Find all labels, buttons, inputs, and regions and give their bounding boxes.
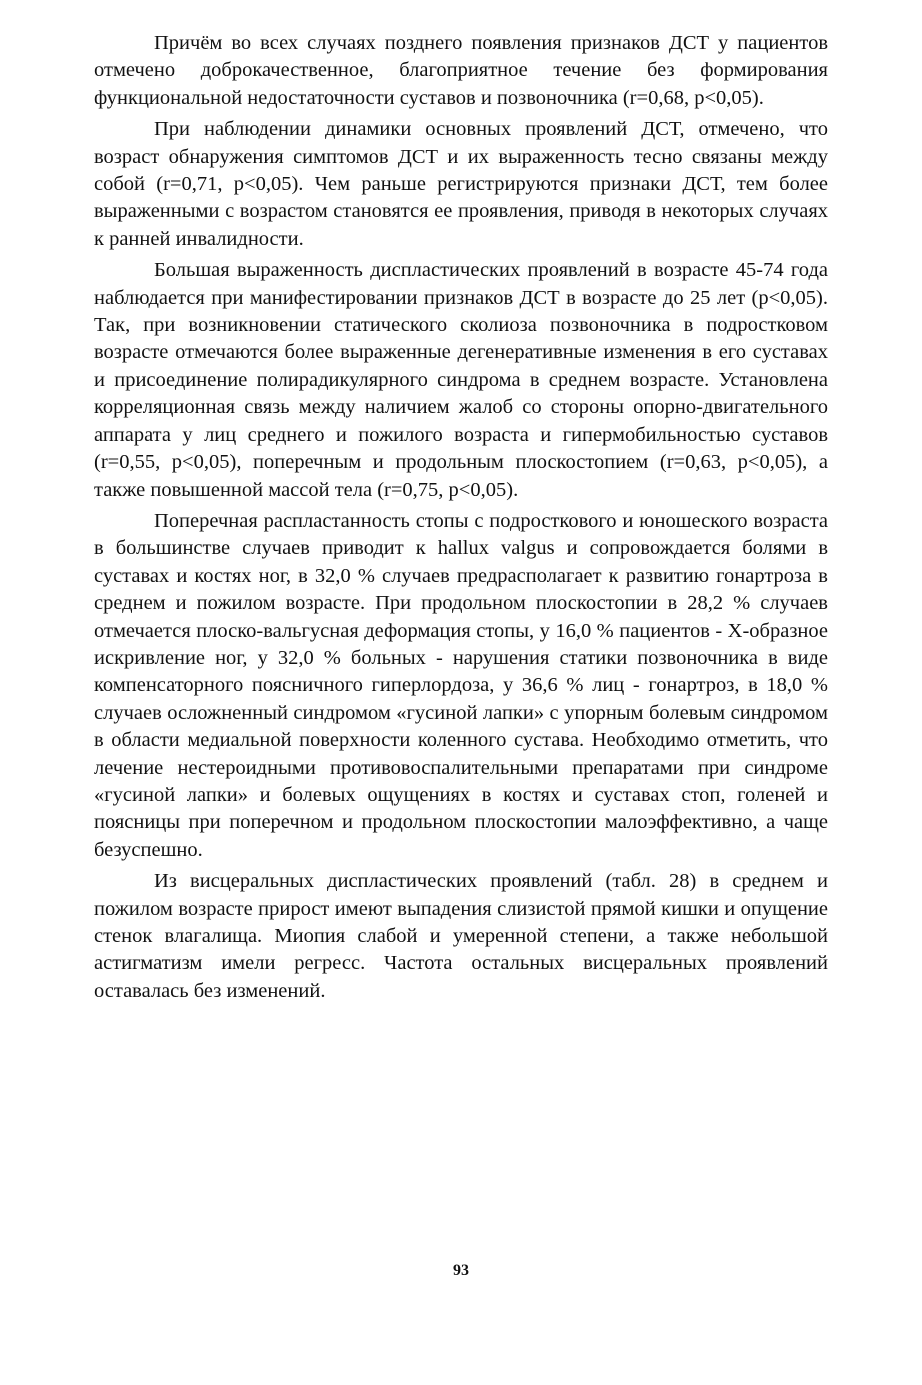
page-body [94,30,828,1009]
paragraph-flatfoot: Поперечная распластанность стопы с подросткового и юношеского возраста в большинстве случаев приводит к hallux valgus и сопровождается болями в суставах и костях ног, в 32,0 % случаев предрасполагает к развитию гонартроза в среднем и пожилом возрасте. При продольном плоскостопии в 28,2 % случаев отмечается плоско-вальгусная деформация стопы, у 16,0 % пациентов - Х-образное искривление ног, у 32,0 % больных - нарушения статики позвоночника в виде компенсаторного поясничного гиперлордоза, у 36,6 % лиц - гонартроз, в 18,0 % случаев осложненный синдромом «гусиной лапки» с упорным болевым синдромом в области медиальной поверхности коленного сустава. Необходимо отметить, что лечение нестероидными противовоспалительными препаратами при синдроме «гусиной лапки» и болевых ощущениях в костях и суставах стоп, голеней и поясницы при поперечном и продольном плоскостопии малоэффективно, а чаще безуспешно. [94,509,828,861]
paragraph-late-onset: Причём во всех случаях позднего появления признаков ДСТ у пациентов отмечено доброкачественное, благоприятное течение без формирования функциональной недостаточности суставов и позвоночника (r=0,68, p<0,05). [94,32,828,109]
paragraph-visceral: Из висцеральных диспластических проявлений (табл. 28) в среднем и пожилом возрасте прирост имеют выпадения слизистой прямой кишки и опущение стенок влагалища. Миопия слабой и умеренной степени, а также небольшой астигматизм имели регресс. Частота остальных висцеральных проявлений оставалась без изменений. [94,870,828,1002]
paragraph-age-correlation: Большая выраженность диспластических проявлений в возрасте 45-74 года наблюдается при манифестировании признаков ДСТ в возрасте до 25 лет (p<0,05). Так, при возникновении статического сколиоза позвоночника в подростковом возрасте отмечаются более выраженные дегенеративные изменения в его суставах и присоединение полирадикулярного синдрома в среднем возрасте. Установлена корреляционная связь между наличием жалоб со стороны опорно-двигательного аппарата у лиц среднего и пожилого возраста и гипермобильностью суставов (r=0,55, p<0,05), поперечным и продольным плоскостопием (r=0,63, p<0,05), а также повышенной массой тела (r=0,75, p<0,05). [94,259,828,501]
paragraph-dynamics: При наблюдении динамики основных проявлений ДСТ, отмечено, что возраст обнаружения симптомов ДСТ и их выраженность тесно связаны между собой (r=0,71, p<0,05). Чем раньше регистрируются признаки ДСТ, тем более выраженными с возрастом становятся ее проявления, приводя в некоторых случаях к ранней инвалидности. [94,118,828,250]
page-number: 93 [453,1262,469,1279]
